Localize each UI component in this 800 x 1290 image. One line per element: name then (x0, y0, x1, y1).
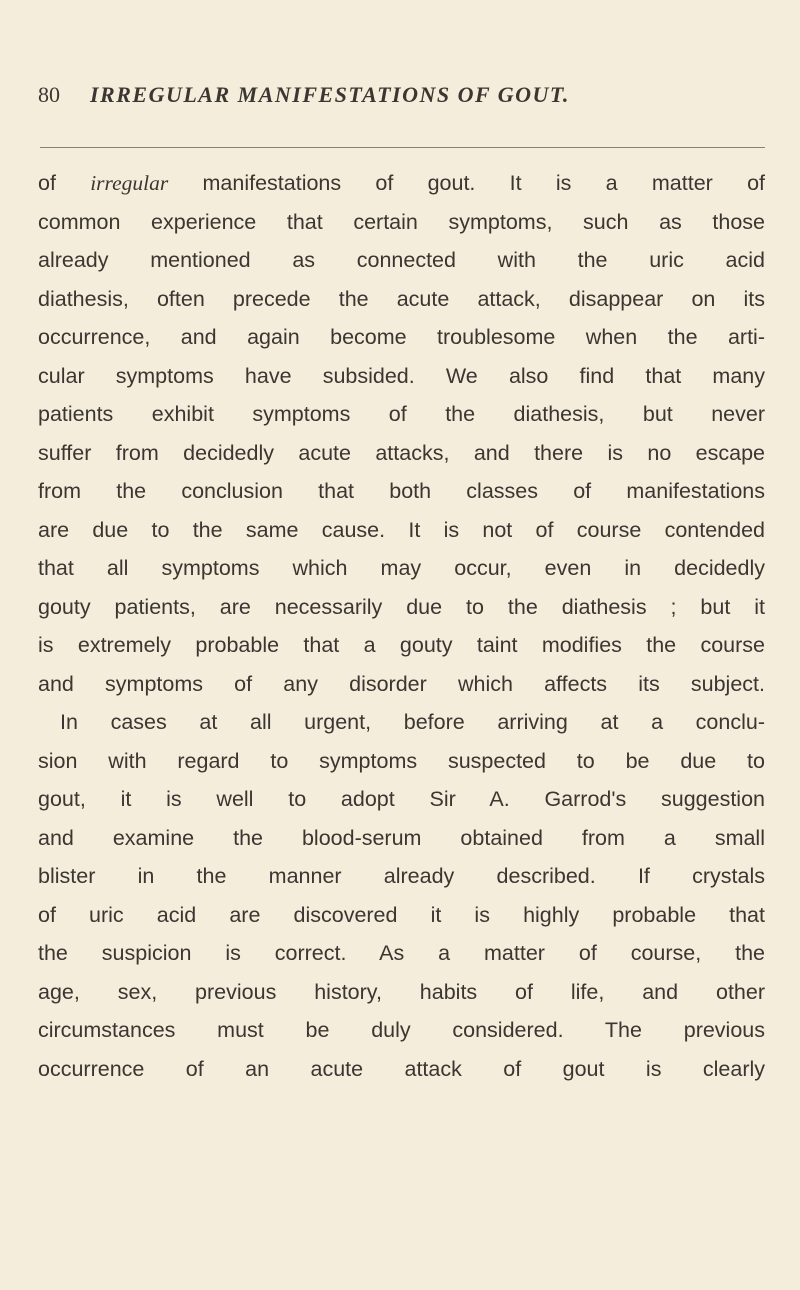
text-line: cular symptoms have subsided. We also find that many (38, 363, 765, 388)
text-line: sion with regard to symptoms suspected to be due to (38, 748, 765, 773)
text-line: are due to the same cause. It is not of course contended (38, 517, 765, 542)
text-fragment: manifestations of gout. It is a matter of (168, 171, 765, 195)
text-line: patients exhibit symptoms of the diathesis, but never (38, 402, 765, 426)
page-number: 80 (38, 82, 60, 107)
text-line: occurrence, and again become troublesome when the arti- (38, 325, 765, 349)
text-line (38, 166, 765, 205)
running-title: IRREGULAR MANIFESTATIONS OF GOUT. (90, 82, 570, 107)
italic-word: irregular (90, 171, 169, 195)
text-line: In cases at all urgent, before arriving at a conclu- (60, 710, 765, 734)
text-fragment: of (38, 171, 91, 195)
text-line: common experience that certain symptoms, such as those (38, 209, 765, 234)
header-rule (40, 147, 765, 148)
text-line: diathesis, often precede the acute attack, disappear on its (38, 286, 765, 311)
text-line: from the conclusion that both classes of manifestations (38, 479, 765, 503)
text-line: occurrence of an acute attack of gout is clearly (38, 1056, 765, 1081)
text-line: and symptoms of any disorder which affects its subject. (38, 671, 765, 696)
text-line: already mentioned as connected with the uric acid (38, 248, 765, 272)
text-line: gouty patients, are necessarily due to the diathesis ; but it (38, 594, 765, 619)
text-line: of uric acid are discovered it is highly probable that (38, 902, 765, 927)
text-line: that all symptoms which may occur, even in decidedly (38, 556, 765, 580)
text-line: the suspicion is correct. As a matter of course, the (38, 941, 765, 965)
body-text (38, 166, 765, 1090)
text-line: and examine the blood-serum obtained from a small (38, 825, 765, 850)
text-line: is extremely probable that a gouty taint modifies the course (38, 633, 765, 657)
text-line: blister in the manner already described. If crystals (38, 864, 765, 888)
running-header (38, 82, 768, 112)
text-line: gout, it is well to adopt Sir A. Garrod's suggestion (38, 787, 765, 811)
text-line: suffer from decidedly acute attacks, and there is no escape (38, 440, 765, 465)
text-line: age, sex, previous history, habits of life, and other (38, 979, 765, 1004)
text-line: circumstances must be duly considered. The previous (38, 1018, 765, 1042)
